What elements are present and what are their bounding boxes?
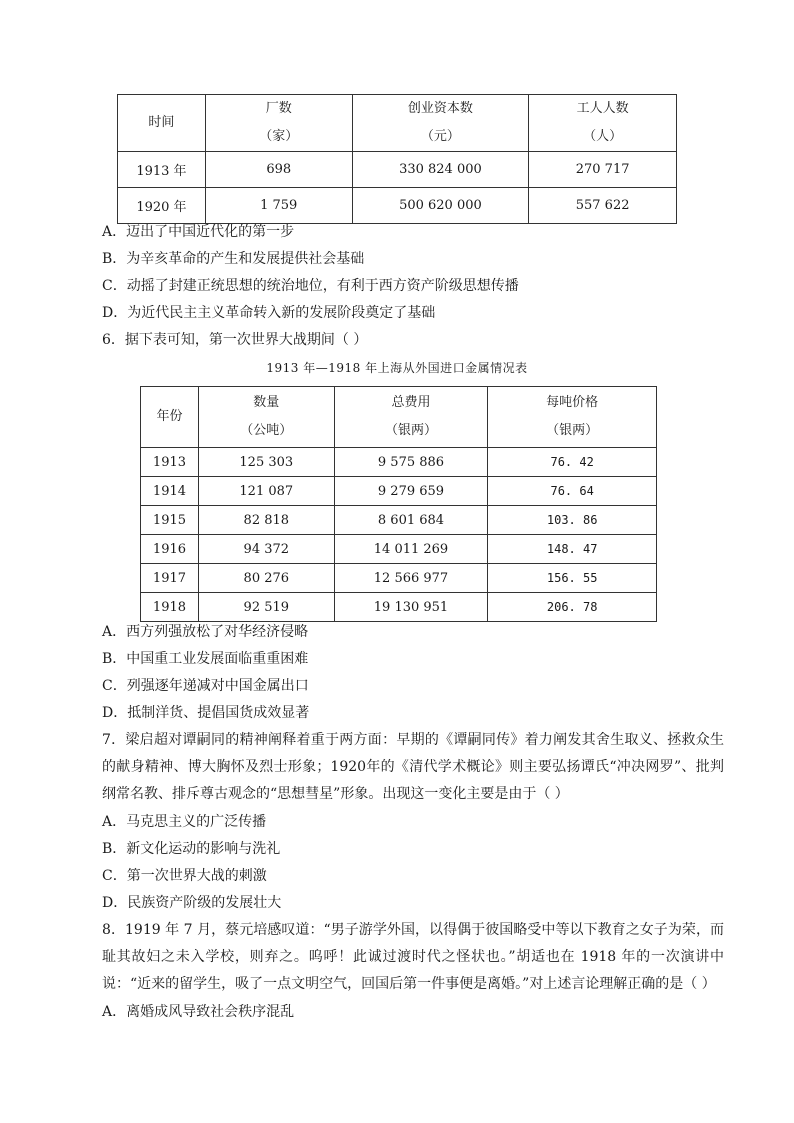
table-cell: 1920 年	[118, 188, 206, 224]
table-cell: 156. 55	[488, 564, 657, 593]
table-cell: 94 372	[198, 535, 334, 564]
q8-option-a: A．离婚成风导致社会秩序混乱	[102, 1004, 295, 1020]
table-row	[141, 593, 657, 622]
q8-stem: 8．1919 年 7 月，蔡元培感叹道：“男子游学外国，以得偶于彼国略受中等以下教育之女子为荣，而耻其故妇之未入学校，则弃之。呜呼！此诚过渡时代之怪状也。”胡适也在 1918 年的一次演讲中说：“近来的留学生，吸了一点文明空气，回国后第一件事便是离婚。”对上述言论理解正确的是（ ）	[102, 922, 724, 992]
table-cell: 1914	[141, 477, 199, 506]
factory-stats-table	[117, 94, 677, 224]
table-cell: 1913	[141, 448, 199, 477]
table-cell: 1917	[141, 564, 199, 593]
table-cell: 9 279 659	[334, 477, 488, 506]
table-cell: 1918	[141, 593, 199, 622]
header-cell-workers: 工人人数 （人）	[529, 95, 677, 152]
table-row	[141, 535, 657, 564]
table-cell: 206. 78	[488, 593, 657, 622]
header-cell-quantity: 数量 （公吨）	[198, 387, 334, 448]
table-cell: 1916	[141, 535, 199, 564]
table-row	[141, 448, 657, 477]
metal-import-table	[140, 386, 657, 622]
table-header-row	[141, 387, 657, 448]
header-cell-year: 年份	[141, 387, 199, 448]
table-cell: 19 130 951	[334, 593, 488, 622]
table-cell: 76. 42	[488, 448, 657, 477]
q6-option-a: A．西方列强放松了对华经济侵略	[102, 624, 309, 640]
table-row	[118, 188, 677, 224]
table-row	[118, 152, 677, 188]
table-cell: 8 601 684	[334, 506, 488, 535]
table-cell: 14 011 269	[334, 535, 488, 564]
q7-option-b: B．新文化运动的影响与洗礼	[102, 841, 281, 857]
table-cell: 148. 47	[488, 535, 657, 564]
header-cell-price-per-ton: 每吨价格 （银两）	[488, 387, 657, 448]
q6-option-b: B．中国重工业发展面临重重困难	[102, 651, 309, 667]
table-cell: 1915	[141, 506, 199, 535]
q7-option-d: D．民族资产阶级的发展壮大	[102, 895, 282, 911]
table-cell: 698	[205, 152, 352, 188]
q6-stem: 6．据下表可知，第一次世界大战期间（ ）	[102, 332, 368, 348]
table-row	[141, 477, 657, 506]
q5-option-d: D．为近代民主主义革命转入新的发展阶段奠定了基础	[102, 305, 436, 321]
q7-stem: 7．梁启超对谭嗣同的精神阐释着重于两方面：早期的《谭嗣同传》着力阐发其舍生取义、拯救众生的献身精神、博大胸怀及烈士形象；1920年的《清代学术概论》则主要弘扬谭氏“冲决网罗”、批判纲常名教、排斥尊古观念的“思想彗星”形象。出现这一变化主要是由于（ ）	[102, 732, 724, 802]
q6-table-caption: 1913 年—1918 年上海从外国进口金属情况表	[266, 361, 528, 375]
table-cell: 557 622	[529, 188, 677, 224]
table-cell: 121 087	[198, 477, 334, 506]
header-cell-total-cost: 总费用 （银两）	[334, 387, 488, 448]
q5-option-c: C．动摇了封建正统思想的统治地位，有利于西方资产阶级思想传播	[102, 278, 519, 294]
table-cell: 125 303	[198, 448, 334, 477]
table-cell: 330 824 000	[352, 152, 529, 188]
table-cell: 82 818	[198, 506, 334, 535]
table-cell: 80 276	[198, 564, 334, 593]
table-cell: 103. 86	[488, 506, 657, 535]
q7-option-a: A．马克思主义的广泛传播	[102, 814, 267, 830]
q6-option-d: D．抵制洋货、提倡国货成效显著	[102, 705, 310, 721]
table-cell: 76. 64	[488, 477, 657, 506]
table-cell: 92 519	[198, 593, 334, 622]
q5-option-b: B．为辛亥革命的产生和发展提供社会基础	[102, 251, 365, 267]
q6-option-c: C．列强逐年递减对中国金属出口	[102, 678, 309, 694]
q7-option-c: C．第一次世界大战的刺激	[102, 868, 267, 884]
table-cell: 1913 年	[118, 152, 206, 188]
table-cell: 12 566 977	[334, 564, 488, 593]
table-header-row	[118, 95, 677, 152]
table-cell: 1 759	[205, 188, 352, 224]
table-row	[141, 564, 657, 593]
header-cell-factories: 厂数 （家）	[205, 95, 352, 152]
header-cell-time: 时间	[118, 95, 206, 152]
header-cell-capital: 创业资本数 （元）	[352, 95, 529, 152]
table-row	[141, 506, 657, 535]
table-cell: 500 620 000	[352, 188, 529, 224]
table-cell: 9 575 886	[334, 448, 488, 477]
table-cell: 270 717	[529, 152, 677, 188]
q5-option-a: A．迈出了中国近代化的第一步	[102, 224, 295, 240]
